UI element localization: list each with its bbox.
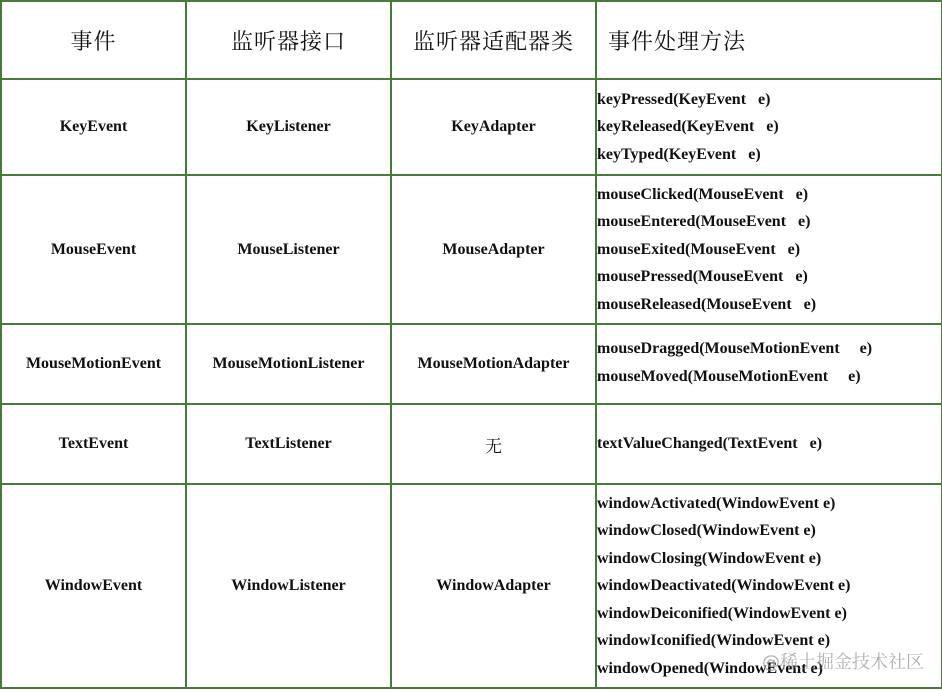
methods-cell [596, 324, 942, 404]
method-item: mouseClicked(MouseEvent e) [597, 185, 809, 203]
table-row-text-event [1, 404, 942, 484]
method-item: windowDeactivated(WindowEvent e) [597, 577, 851, 595]
method-item: mouseMoved(MouseMotionEvent e) [597, 367, 861, 385]
method-item: mouseDragged(MouseMotionEvent e) [597, 340, 873, 357]
event-cell: MouseEvent [1, 175, 186, 324]
method-item: mouseEntered(MouseEvent e) [597, 213, 811, 231]
header-handler-methods: 事件处理方法 [596, 1, 942, 79]
adapter-cell: WindowAdapter [391, 484, 596, 688]
method-item: textValueChanged(TextEvent e) [597, 435, 823, 453]
methods-cell [596, 404, 942, 484]
table-row-mouse-motion-event [1, 324, 942, 404]
method-item: windowClosed(WindowEvent e) [597, 522, 816, 540]
header-row [1, 1, 942, 79]
event-cell: KeyEvent [1, 79, 186, 175]
method-item: mousePressed(MouseEvent e) [597, 268, 808, 286]
method-item: windowClosing(WindowEvent e) [597, 549, 822, 567]
header-listener-interface: 监听器接口 [186, 1, 391, 79]
method-item: windowDeiconified(WindowEvent e) [597, 604, 847, 622]
method-item: mouseReleased(MouseEvent e) [597, 295, 817, 313]
listener-cell: WindowListener [186, 484, 391, 688]
event-cell: MouseMotionEvent [1, 324, 186, 404]
method-item: keyReleased(KeyEvent e) [597, 118, 779, 136]
listener-cell: TextListener [186, 404, 391, 484]
table-row-mouse-event [1, 175, 942, 324]
watermark: @稀土掘金技术社区 [762, 652, 924, 673]
listener-cell: MouseListener [186, 175, 391, 324]
methods-cell [596, 79, 942, 175]
header-adapter-class: 监听器适配器类 [391, 1, 596, 79]
method-item: windowIconified(WindowEvent e) [597, 632, 831, 650]
adapter-cell: KeyAdapter [391, 79, 596, 175]
methods-cell [596, 175, 942, 324]
event-cell: TextEvent [1, 404, 186, 484]
adapter-cell: MouseMotionAdapter [391, 324, 596, 404]
method-item: windowActivated(WindowEvent e) [597, 494, 836, 512]
listener-cell: KeyListener [186, 79, 391, 175]
adapter-cell: 无 [391, 404, 596, 484]
method-item: mouseExited(MouseEvent e) [597, 240, 801, 258]
event-cell: WindowEvent [1, 484, 186, 688]
table-row-key-event [1, 79, 942, 175]
method-item: keyTyped(KeyEvent e) [597, 145, 761, 163]
method-item: windowOpened(WindowEvent e) [597, 659, 823, 677]
header-event: 事件 [1, 1, 186, 79]
method-item: keyPressed(KeyEvent e) [597, 90, 771, 108]
adapter-cell: MouseAdapter [391, 175, 596, 324]
listener-cell: MouseMotionListener [186, 324, 391, 404]
